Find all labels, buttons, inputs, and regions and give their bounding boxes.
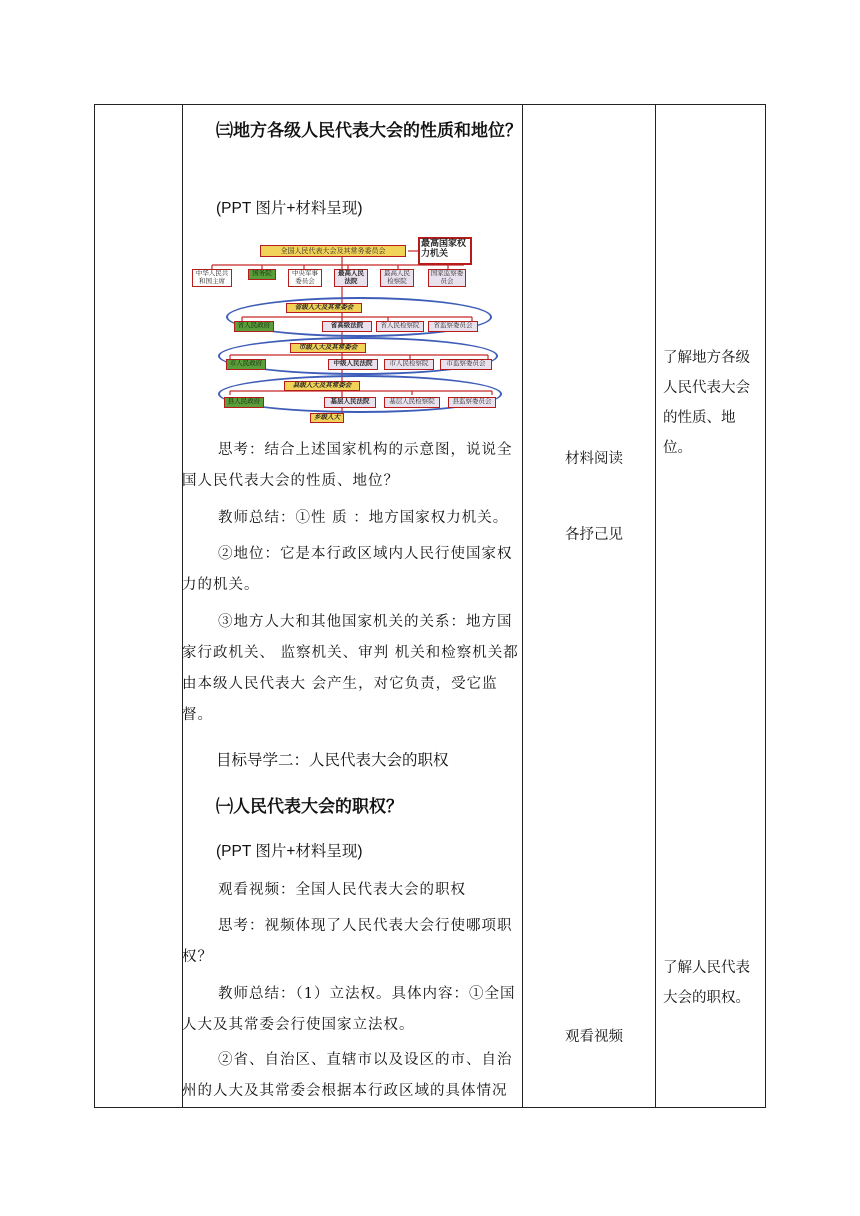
basic-procuratorate-box: 基层人民检察院 xyxy=(384,397,440,408)
state-council-box: 国务院 xyxy=(248,269,276,280)
npc-box: 全国人民代表大会及其常务委员会 xyxy=(260,245,406,257)
military-commission-box: 中央军事委员会 xyxy=(288,269,322,287)
ppt-note: (PPT 图片+材料呈现) xyxy=(216,843,363,860)
provincial-government-box: 省人民政府 xyxy=(234,321,274,332)
provincial-supervisory-box: 省监察委员会 xyxy=(428,321,478,332)
county-supervisory-box: 县监察委员会 xyxy=(448,397,496,408)
highest-power-box: 最高国家权力机关 xyxy=(418,237,472,265)
county-npc-label: 县级人大及其常委会 xyxy=(284,381,360,391)
supreme-procuratorate-box: 最高人民检察院 xyxy=(380,269,414,287)
teacher-summary-local-legislation: ②省、自治区、直辖市以及设区的市、自治州的人大及其常委会根据本行政区域的具体情况 xyxy=(182,1052,513,1099)
provincial-npc-label: 省级人大及其常委会 xyxy=(286,303,362,313)
goal-nature-status: 了解地方各级人民代表大会的性质、地位。 xyxy=(663,350,750,456)
activity-video: 观看视频 xyxy=(565,1029,623,1045)
township-npc-box: 乡级人大 xyxy=(310,413,344,423)
intermediate-court-box: 中级人民法院 xyxy=(328,359,378,370)
ppt-note: (PPT 图片+材料呈现) xyxy=(216,200,363,217)
lesson-table xyxy=(94,104,766,1108)
activity-read: 材料阅读 xyxy=(565,451,623,467)
think-question-1: 思考：结合上述国家机构的示意图，说说全国人民代表大会的性质、地位？ xyxy=(182,442,513,489)
column-divider xyxy=(655,105,656,1107)
state-organs-diagram xyxy=(192,235,512,425)
watch-video-text: 观看视频：全国人民代表大会的职权 xyxy=(218,882,466,898)
president-box: 中华人民共和国主席 xyxy=(192,269,232,287)
section-heading: ㈢地方各级人民代表大会的性质和地位？ xyxy=(216,121,522,140)
basic-court-box: 基层人民法院 xyxy=(324,397,376,408)
county-government-box: 县人民政府 xyxy=(224,397,264,408)
city-npc-label: 市级人大及其常委会 xyxy=(290,343,366,353)
city-procuratorate-box: 市人民检察院 xyxy=(384,359,434,370)
goal-heading: 目标导学二：人民代表大会的职权 xyxy=(216,752,449,769)
city-supervisory-box: 市监察委员会 xyxy=(440,359,492,370)
section-heading: ㈠人民代表大会的职权？ xyxy=(216,797,403,816)
goal-powers: 了解人民代表大会的职权。 xyxy=(663,960,750,1006)
teacher-summary-relation: ③地方人大和其他国家机关的关系：地方国家行政机关、 监察机关、审判 机关和检察机关都由本级人民代表大 会产生，对它负责，受它监督。 xyxy=(182,614,519,723)
teacher-summary-status: ②地位：它是本行政区域内人民行使国家权力的机关。 xyxy=(182,546,513,593)
provincial-procuratorate-box: 省人民检察院 xyxy=(376,321,424,332)
teacher-summary-nature: 教师总结：①性 质 ：地方国家权力机关。 xyxy=(218,510,509,526)
column-divider xyxy=(522,105,523,1107)
provincial-court-box: 省高级法院 xyxy=(322,321,372,332)
activity-opinion: 各抒己见 xyxy=(565,527,623,543)
supervisory-commission-box: 国家监察委员会 xyxy=(428,269,466,287)
teacher-summary-legislation: 教师总结：（1）立法权。具体内容：①全国人大及其常委会行使国家立法权。 xyxy=(182,986,516,1033)
city-government-box: 市人民政府 xyxy=(226,359,266,370)
supreme-court-box: 最高人民法院 xyxy=(334,269,368,287)
think-question-2: 思考：视频体现了人民代表大会行使哪项职权？ xyxy=(182,918,513,965)
